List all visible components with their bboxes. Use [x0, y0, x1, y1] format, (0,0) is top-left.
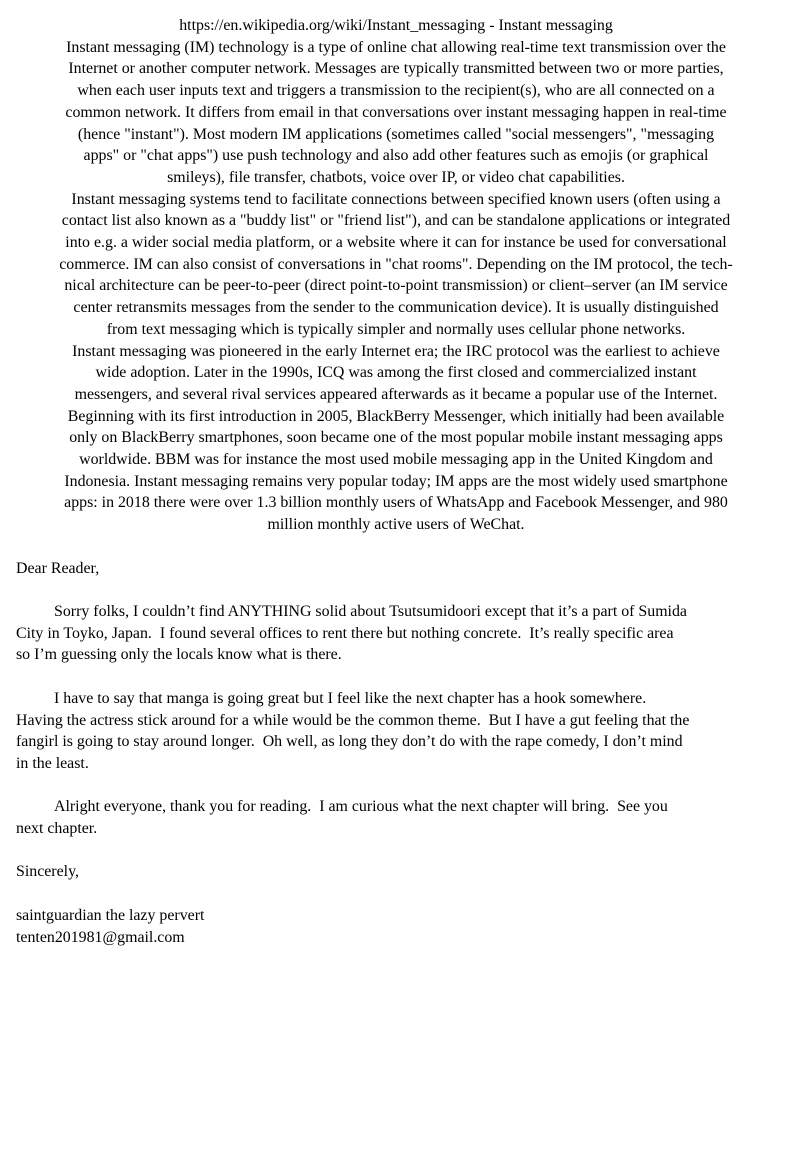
letter-text-line: City in Toyko, Japan. I found several offices to rent there but nothing concrete. It’s really specific area [16, 624, 674, 642]
letter-text-line: next chapter. [16, 820, 98, 838]
letter-text-line: Alright everyone, thank you for reading. I am curious what the next chapter will bring. See you [54, 798, 668, 816]
wiki-text-line: worldwide. BBM was for instance the most used mobile messaging app in the United Kingdom and [79, 451, 713, 469]
letter-text-line: so I’m guessing only the locals know what is there. [16, 646, 342, 664]
letter-text-line: Having the actress stick around for a while would be the common theme. But I have a gut feeling that the [16, 711, 690, 729]
letter-salutation: Dear Reader, [16, 559, 100, 577]
wiki-text-line: only on BlackBerry smartphones, soon became one of the most popular mobile instant messaging apps [69, 429, 723, 447]
letter-text-line: fangirl is going to stay around longer. Oh well, as long they don’t do with the rape comedy, I don’t mind [16, 733, 683, 751]
blank-line [16, 536, 776, 558]
blank-line [16, 840, 776, 862]
letter-text-line: Sorry folks, I couldn’t find ANYTHING solid about Tsutsumidoori except that it’s a part of Sumida [54, 602, 687, 620]
wiki-text-line: into e.g. a wider social media platform, or a website where it can for instance be used for conversational [65, 234, 727, 252]
wiki-text-line: center retransmits messages from the sender to the communication device). It is usually distinguished [73, 299, 719, 317]
wiki-text-line: common network. It differs from email in that conversations over instant messaging happen in real-time [65, 103, 727, 121]
blank-line [16, 775, 776, 797]
wiki-text-line: million monthly active users of WeChat. [267, 516, 525, 534]
letter-section [16, 536, 776, 948]
letter-closing: Sincerely, [16, 863, 79, 881]
wiki-text-line: nical architecture can be peer-to-peer (direct point-to-point transmission) or client–server (an IM service [64, 277, 728, 295]
wiki-text-line: wide adoption. Later in the 1990s, ICQ was among the first closed and commercialized instant [95, 364, 697, 382]
blank-line [16, 579, 776, 601]
wiki-text-line: Instant messaging was pioneered in the early Internet era; the IRC protocol was the earliest to achieve [72, 342, 720, 360]
wiki-text-line: Beginning with its first introduction in 2005, BlackBerry Messenger, which initially had been available [67, 407, 725, 425]
wiki-text-line: smileys), file transfer, chatbots, voice over IP, or video chat capabilities. [167, 168, 625, 186]
wiki-text-line: messengers, and several rival services appeared afterwards as it became a popular use of the Internet. [74, 385, 718, 403]
wiki-text-line: from text messaging which is typically simpler and normally uses cellular phone networks. [106, 320, 686, 338]
blank-line [16, 883, 776, 905]
letter-text-line: in the least. [16, 754, 89, 772]
document-title: https://en.wikipedia.org/wiki/Instant_messaging - Instant messaging [179, 17, 613, 34]
wiki-text-line: Indonesia. Instant messaging remains very popular today; IM apps are the most widely used smartphone [64, 472, 728, 490]
wiki-text-line: commerce. IM can also consist of conversations in "chat rooms". Depending on the IM protocol, the tech- [59, 255, 733, 273]
wiki-text-line: apps: in 2018 there were over 1.3 billion monthly users of WhatsApp and Facebook Messenger, and 980 [64, 494, 728, 512]
wiki-text-line: when each user inputs text and triggers a transmission to the recipient(s), who are all connected on a [77, 82, 715, 100]
wiki-text-line: Instant messaging systems tend to facilitate connections between specified known users (often using a [71, 190, 721, 208]
blank-line [16, 666, 776, 688]
wiki-excerpt [16, 37, 776, 536]
wiki-text-line: apps" or "chat apps") use push technology and also add other features such as emojis (or graphical [83, 147, 709, 165]
wiki-text-line: Internet or another computer network. Messages are typically transmitted between two or more parties, [68, 60, 724, 78]
wiki-text-line: contact list also known as a "buddy list" or "friend list"), and can be standalone applications or integrated [61, 212, 731, 230]
signature-email: tenten201981@gmail.com [16, 928, 185, 946]
wiki-text-line: Instant messaging (IM) technology is a type of online chat allowing real-time text transmission over the [66, 38, 726, 56]
letter-text-line: I have to say that manga is going great but I feel like the next chapter has a hook somewhere. [54, 689, 647, 707]
wiki-text-line: (hence "instant"). Most modern IM applications (sometimes called "social messengers", "messaging [77, 125, 715, 143]
signature-name: saintguardian the lazy pervert [16, 906, 205, 924]
